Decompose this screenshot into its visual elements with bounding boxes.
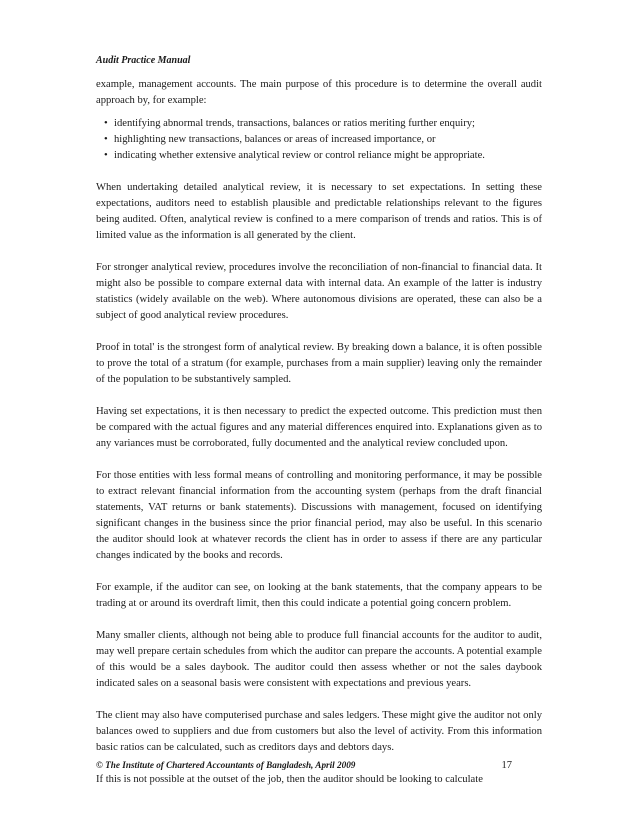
footer-copyright: © The Institute of Chartered Accountants of Bangladesh, April 2009 bbox=[96, 760, 356, 770]
paragraph-expected-outcome: Having set expectations, it is then necessary to predict the expected outcome. This prediction must then be compared with the actual figures and any material differences enquired into. Explanations given as to any variances must be corroborated, fully documented and the analytical review concluded upon. bbox=[96, 406, 542, 449]
page-footer bbox=[96, 760, 542, 770]
paragraph-bank-statements: For example, if the auditor can see, on looking at the bank statements, that the company appears to be trading at or around its overdraft limit, then this could indicate a potential going concern problem. bbox=[96, 582, 542, 609]
paragraph-smaller-clients: Many smaller clients, although not being able to produce full financial accounts for the auditor to audit, may well prepare certain schedules from which the auditor can prepare the accounts. A potential example of this would be a sales daybook. The auditor could then assess whether or not the sales daybook indicated sales on a seasonal basis were consistent with expectations and previous years. bbox=[96, 630, 542, 689]
paragraph-stronger-review: For stronger analytical review, procedures involve the reconciliation of non-financial to financial data. It might also be possible to compare external data with internal data. An example of the latter is industry statistics (widely available on the web). Where autonomous divisions are operated, these can also be a subject of good analytical review procedures. bbox=[96, 262, 542, 321]
list-item-text: indicating whether extensive analytical review or control reliance might be appropriate. bbox=[114, 150, 485, 161]
list-item-text: highlighting new transactions, balances or areas of increased importance, or bbox=[114, 134, 436, 145]
list-item bbox=[104, 132, 542, 148]
bullet-icon: • bbox=[104, 118, 108, 129]
page-number: 17 bbox=[501, 760, 512, 771]
paragraph-less-formal-entities: For those entities with less formal means of controlling and monitoring performance, it may be possible to extract relevant financial information from the accounting system (perhaps from the draft financial statements, VAT returns or bank statements). Discussions with management, focused on identifying significant changes in the business since the prior financial period, may also be useful. In this scenario the auditor should look at whatever records the client has in order to assess if there are any particular changes indicated by the books and records. bbox=[96, 470, 542, 561]
running-header: Audit Practice Manual bbox=[96, 55, 191, 66]
list-item bbox=[104, 116, 542, 132]
paragraph-ledgers: The client may also have computerised purchase and sales ledgers. These might give the auditor not only balances owed to suppliers and due from customers but also the level of activity. From this information basic ratios can be calculated, such as creditors days and debtors days. bbox=[96, 710, 542, 753]
paragraph-proof-in-total: Proof in total' is the strongest form of analytical review. By breaking down a balance, it is often possible to prove the total of a stratum (for example, purchases from a main supplier) leaving only the remainder of the population to be substantively sampled. bbox=[96, 342, 542, 385]
paragraph-detailed-review: When undertaking detailed analytical review, it is necessary to set expectations. In setting these expectations, auditors need to establish plausible and predictable relationships relevant to the figures being audited. Often, analytical review is confined to a mere comparison of trends and ratios. This is of limited value as the information is all generated by the client. bbox=[96, 182, 542, 241]
list-item bbox=[104, 148, 542, 164]
paragraph-intro: example, management accounts. The main purpose of this procedure is to determine the overall audit approach by, for example: bbox=[96, 79, 542, 106]
paragraph-outset: If this is not possible at the outset of the job, then the auditor should be looking to calculate bbox=[96, 774, 483, 785]
list-item-text: identifying abnormal trends, transactions, balances or ratios meriting further enquiry; bbox=[114, 118, 475, 129]
bullet-icon: • bbox=[104, 134, 108, 145]
bullet-icon: • bbox=[104, 150, 108, 161]
page-body bbox=[96, 77, 542, 804]
bullet-list bbox=[96, 116, 542, 164]
